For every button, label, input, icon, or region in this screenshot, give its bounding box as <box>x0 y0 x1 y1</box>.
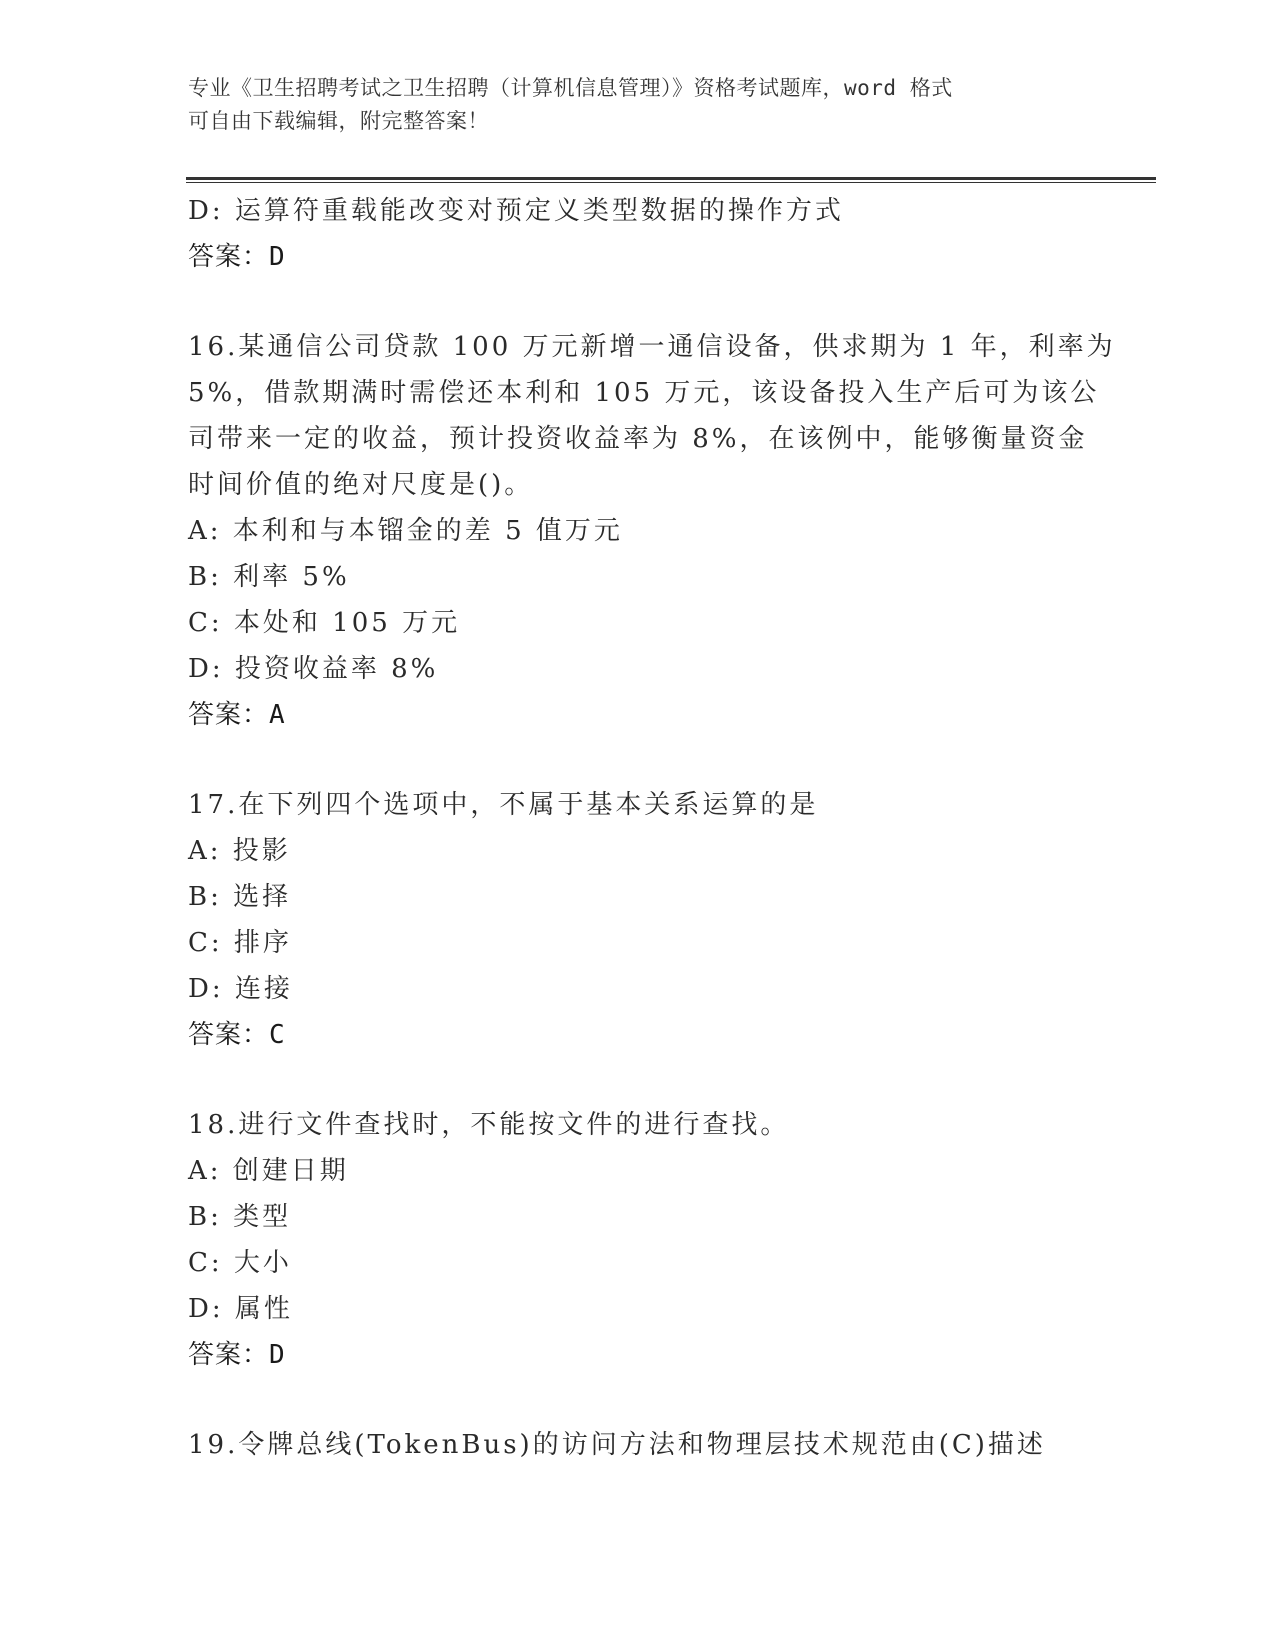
question-15-tail <box>188 188 1088 280</box>
question-19 <box>188 1422 1088 1468</box>
question-stem: 18.进行文件查找时，不能按文件的进行查找。 <box>188 1110 790 1140</box>
question-stem-line: 司带来一定的收益，预计投资收益率为 8%，在该例中，能够衡量资金 <box>188 424 1088 454</box>
question-17 <box>188 782 1088 1058</box>
answer-label: 答案：C <box>188 1020 286 1050</box>
answer-label: 答案：A <box>188 700 286 730</box>
question-list <box>188 188 1116 1468</box>
option-a: A: 创建日期 <box>188 1156 349 1186</box>
option-c: C: 排序 <box>188 928 292 958</box>
document-header <box>188 72 1088 138</box>
option-d: D: 属性 <box>188 1294 293 1324</box>
question-stem-line: 时间价值的绝对尺度是()。 <box>188 470 534 500</box>
spacer <box>188 738 1088 782</box>
option-b: B: 类型 <box>188 1202 292 1232</box>
option-b: B: 利率 5% <box>188 562 350 592</box>
question-stem: 17.在下列四个选项中，不属于基本关系运算的是 <box>188 790 819 820</box>
option-a: A: 本利和与本镏金的差 5 值万元 <box>188 516 623 546</box>
question-stem-line: 5%，借款期满时需偿还本利和 105 万元，该设备投入生产后可为该公 <box>188 378 1100 408</box>
option-d: D: 运算符重载能改变对预定义类型数据的操作方式 <box>188 196 844 226</box>
header-title-line-2: 可自由下载编辑，附完整答案！ <box>188 109 489 133</box>
spacer <box>188 280 1088 324</box>
header-divider-thin <box>186 182 1156 183</box>
spacer <box>188 1058 1088 1102</box>
answer-label: 答案：D <box>188 1340 286 1370</box>
answer-label: 答案：D <box>188 242 286 272</box>
question-16 <box>188 324 1116 738</box>
question-18 <box>188 1102 1088 1378</box>
header-title-line-1: 专业《卫生招聘考试之卫生招聘（计算机信息管理）》资格考试题库，word 格式 <box>188 76 953 100</box>
spacer <box>188 1378 1088 1422</box>
option-a: A: 投影 <box>188 836 291 866</box>
question-stem-line: 16.某通信公司贷款 100 万元新增一通信设备，供求期为 1 年，利率为 <box>188 332 1116 362</box>
option-c: C: 本处和 105 万元 <box>188 608 461 638</box>
option-d: D: 投资收益率 8% <box>188 654 439 684</box>
question-stem: 19.令牌总线(TokenBus)的访问方法和物理层技术规范由(C)描述 <box>188 1430 1046 1460</box>
option-c: C: 大小 <box>188 1248 292 1278</box>
option-d: D: 连接 <box>188 974 293 1004</box>
option-b: B: 选择 <box>188 882 292 912</box>
header-divider-thick <box>186 177 1156 180</box>
